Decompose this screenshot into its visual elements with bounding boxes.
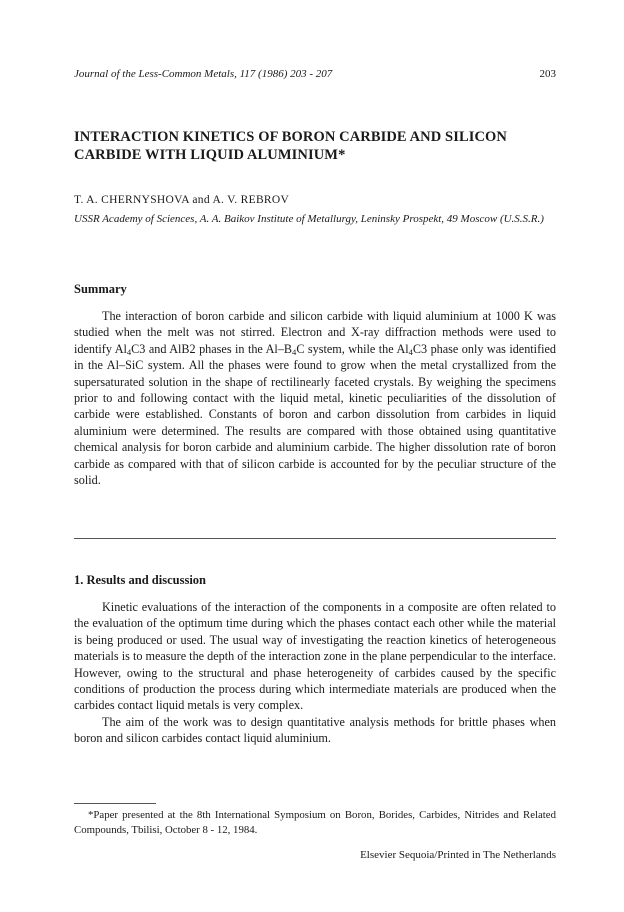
footnote [74,808,556,838]
body-paragraph-1: Kinetic evaluations of the interaction of the components in a composite are often related to the evaluation of the optimum time during which the phases contact each other while the material is being produced or used. The usual way of investigating the reaction kinetics of heterogeneous materials is to measure the depth of the interaction zone in the plane perpendicular to the interface. However, owing to the structural and phase heterogeneity of carbides caused by the specific conditions of production the process during which intermediate materials are produced when the carbides contact liquid metals is very complex. [74,600,556,713]
summary-text [74,308,556,488]
footnote-text: *Paper presented at the 8th International Symposium on Boron, Borides, Carbides, Nitrides and Related Compounds, Tbilisi, October 8 - 12, 1984. [74,809,556,836]
page-number: 203 [539,68,556,80]
section-body [74,599,556,747]
summary-paragraph: The interaction of boron carbide and silicon carbide with liquid aluminium at 1000 K was studied when the melt was not stirred. Electron and X-ray diffraction methods were used to identify $Al_4C3$ and AlB2 phases in the $Al-B_4C$ system, while the $Al_4C3$ phase only was identified in the Al–SiC system. All the phases were found to grow when the metal crystallized from the supersaturated solution in the shape of rectilinearly faceted crystals. By weighing the specimens prior to and following contact with the liquid metal, kinetic peculiarities of the dissolution of carbide were established. Constants of boron and carbon dissolution from carbides in liquid aluminium were determined. The results are compared with those obtained using quantitative chemical analysis for boron carbide and aluminium carbide. The higher dissolution rate of boron carbide as compared with that of silicon carbide is accounted for by the peculiar structure of the solid. [74,309,557,488]
author-affiliation: USSR Academy of Sciences, A. A. Baikov Institute of Metallurgy, Leninsky Prospekt, 49 Moscow (U.S.S.R.) [74,213,544,225]
article-authors: T. A. CHERNYSHOVA and A. V. REBROV [74,194,290,206]
body-paragraph-2: The aim of the work was to design quantitative analysis methods for brittle phases when boron and silicon carbides contact liquid aluminium. [74,714,556,746]
summary-heading: Summary [74,282,127,296]
journal-citation: Journal of the Less-Common Metals, 117 (1986) 203 - 207 [74,68,333,80]
article-title: INTERACTION KINETICS OF BORON CARBIDE AND SILICON CARBIDE WITH LIQUID ALUMINIUM* [74,129,507,163]
running-head [74,68,556,80]
section-heading: 1. Results and discussion [74,573,206,587]
publisher-imprint: Elsevier Sequoia/Printed in The Netherlands [360,849,556,861]
footnote-divider [74,803,156,804]
summary-divider [74,538,556,539]
